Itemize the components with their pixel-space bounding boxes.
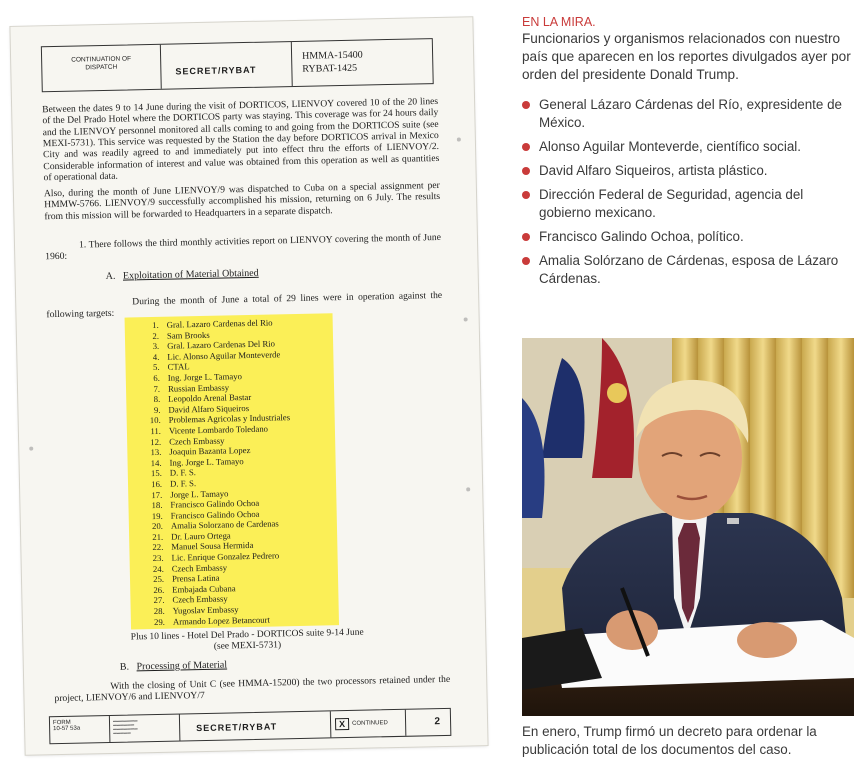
- target-number: 21.: [152, 531, 164, 542]
- sidebar-list-item: Francisco Galindo Ochoa, político.: [522, 228, 857, 246]
- target-name: Vicente Lombardo Toledano: [168, 423, 269, 436]
- target-number: 9.: [153, 404, 161, 415]
- target-number: 8.: [153, 394, 161, 405]
- target-name: Czech Embassy: [171, 562, 228, 574]
- continued-checkbox: X: [335, 718, 349, 730]
- target-name: Czech Embassy: [169, 435, 225, 447]
- target-name: Problemas Agricolas y Industriales: [168, 412, 291, 426]
- target-name: Gral. Lazaro Cardenas del Rio: [166, 317, 273, 330]
- target-number: 19.: [151, 510, 163, 521]
- scan-speck: [466, 487, 470, 491]
- target-name: Czech Embassy: [172, 593, 228, 606]
- dispatch-label: CONTINUATION OF DISPATCH: [42, 45, 162, 91]
- form-number: FORM 10-57 53a: [50, 716, 111, 743]
- photo-caption: En enero, Trump firmó un decreto para ordenar la publicación total de los documentos del caso.: [522, 724, 817, 757]
- photo-illustration: [522, 338, 854, 716]
- target-number: 7.: [153, 383, 161, 394]
- memo-paragraph-1: Between the dates 9 to 14 June during the visit of DORTICOS, LIENVOY covered 10 of the 20 lines of the Del Prado Hotel where the DORTICOS party was staying. This coverage was for 24 hours daily and the LIENVOY personnel monitored all calls coming to and going from the DORTICOS suite (see MEXI-5731). This service was requested by the Station the day before DORTICOS arrival in Mexico City and was readily agreed to and immediately put into effect thru the efforts of LIENVOY/2. Considerable information of interest and value was obtained from this operation as well as quantities of operational data.: [42, 95, 440, 184]
- target-name: Francisco Galindo Ochoa: [170, 497, 260, 510]
- target-number: 20.: [151, 521, 164, 532]
- target-name: Lic. Alonso Aguilar Monteverde: [167, 349, 281, 362]
- memo-header: [41, 38, 434, 92]
- memo-paragraph-5: With the closing of Unit C (see HMMA-15200) the two processors retained under the project, LIENVOY/6 and LIENVOY/7: [54, 673, 451, 705]
- sidebar-title: EN LA MIRA.: [522, 15, 596, 29]
- target-number: 25.: [153, 574, 165, 585]
- target-number: 14.: [150, 457, 162, 468]
- scan-speck: [464, 317, 468, 321]
- target-number: 15.: [150, 468, 162, 479]
- target-number: 2.: [152, 330, 160, 341]
- plus-lines-note: Plus 10 lines - Hotel Del Prado - DORTICOS suite 9-14 June (see MEXI-5731): [130, 627, 364, 653]
- sidebar-list-item: Dirección Federal de Seguridad, agencia del gobierno mexicano.: [522, 186, 857, 222]
- target-number: 6.: [153, 372, 160, 383]
- target-name: Amalia Solorzano de Cardenas: [170, 518, 279, 531]
- sidebar-list-item: David Alfaro Siqueiros, artista plástico.: [522, 162, 857, 180]
- target-list: [125, 316, 341, 628]
- target-number: 11.: [150, 425, 162, 437]
- target-name: Yugoslav Embassy: [172, 604, 239, 616]
- target-name: Manuel Sousa Hermida: [171, 540, 254, 553]
- target-name: Sam Brooks: [166, 329, 210, 341]
- target-name: Russian Embassy: [167, 381, 230, 394]
- memo-footer: [49, 708, 451, 744]
- sidebar-list-item: General Lázaro Cárdenas del Río, expresidente de México.: [522, 96, 857, 132]
- reference-number: HMMA-15400: [301, 49, 363, 62]
- target-name: CTAL: [167, 361, 190, 373]
- section-a-heading: A. Exploitation of Material Obtained: [105, 267, 259, 282]
- photo-trump-signing: [522, 338, 854, 716]
- target-number: 12.: [150, 436, 162, 447]
- target-number: 13.: [150, 446, 162, 458]
- target-number: 18.: [151, 499, 163, 511]
- reference-code: RYBAT-1425: [302, 62, 358, 75]
- target-number: 23.: [152, 552, 164, 564]
- target-number: 10.: [149, 415, 161, 426]
- target-number: 26.: [153, 584, 165, 595]
- scan-speck: [457, 138, 461, 142]
- classification-footer: SECRET/RYBAT: [196, 721, 278, 734]
- target-name: Dr. Lauro Ortega: [171, 530, 231, 542]
- lapel-pin: [727, 518, 739, 524]
- target-number: 29.: [153, 616, 166, 627]
- form-fineprint: ▬▬▬▬▬▬▬ ▬▬▬▬▬▬ ▬▬▬▬▬▬▬ ▬▬▬▬▬: [110, 715, 181, 742]
- memo-paragraph-4: During the month of June a total of 29 lines were in operation against the following targets:: [46, 289, 443, 321]
- target-name: Joaquin Bazanta Lopez: [169, 445, 251, 457]
- declassified-memo: [10, 17, 487, 755]
- memo-paragraph-2: Also, during the month of June LIENVOY/9 was dispatched to Cuba on a special assignment per HMMW-5766. LIENVOY/9 successfully accomplished his mission, returning on 6 July. The results from this mission will be forwarded to Headquarters in a separate dispatch.: [43, 179, 441, 222]
- target-number: 1.: [152, 319, 159, 331]
- target-number: 28.: [153, 605, 165, 617]
- target-name: Ing. Jorge L. Tamayo: [167, 371, 243, 383]
- target-name: Ing. Jorge L. Tamayo: [169, 455, 244, 468]
- target-name: D. F. S.: [169, 467, 197, 478]
- sidebar-list: [522, 96, 857, 294]
- target-number: 27.: [153, 595, 165, 606]
- target-number: 4.: [152, 351, 160, 362]
- sidebar-list-item: Amalia Solórzano de Cárdenas, esposa de Lázaro Cárdenas.: [522, 252, 857, 288]
- target-name: Armando Lopez Betancourt: [172, 614, 270, 627]
- target-number: 17.: [151, 489, 163, 500]
- right-hand: [737, 622, 797, 658]
- sidebar-list-item: Alonso Aguilar Monteverde, científico social.: [522, 138, 857, 156]
- target-name: D. F. S.: [169, 478, 197, 489]
- target-number: 16.: [151, 478, 163, 489]
- target-number: 3.: [152, 341, 160, 352]
- target-name: Jorge L. Tamayo: [170, 487, 229, 500]
- target-name: Embajada Cubana: [172, 583, 236, 595]
- scan-speck: [29, 447, 33, 451]
- page-number: 2: [434, 716, 441, 728]
- target-name: Lic. Enrique Gonzalez Pedrero: [171, 550, 280, 563]
- memo-paragraph-3: 1. There follows the third monthly activities report on LIENVOY covering the month of June 1960:: [45, 231, 442, 263]
- target-name: Prensa Latina: [171, 572, 220, 584]
- target-number: 24.: [152, 563, 164, 574]
- sidebar-intro: Funcionarios y organismos relacionados con nuestro país que aparecen en los reportes divulgados ayer por orden del presidente Donald Trump.: [522, 31, 851, 82]
- classification-header: SECRET/RYBAT: [175, 64, 257, 77]
- section-b-heading: B. Processing of Material: [119, 659, 228, 673]
- target-name: Francisco Galindo Ochoa: [170, 508, 260, 521]
- continued-label: CONTINUED: [352, 720, 388, 727]
- target-number: 5.: [152, 362, 160, 373]
- target-name: Leopoldo Arenal Bastar: [168, 392, 252, 404]
- target-number: 22.: [152, 542, 164, 553]
- target-name: Gral. Lazaro Cardenas Del Rio: [167, 338, 276, 351]
- target-name: David Alfaro Siqueiros: [168, 402, 250, 415]
